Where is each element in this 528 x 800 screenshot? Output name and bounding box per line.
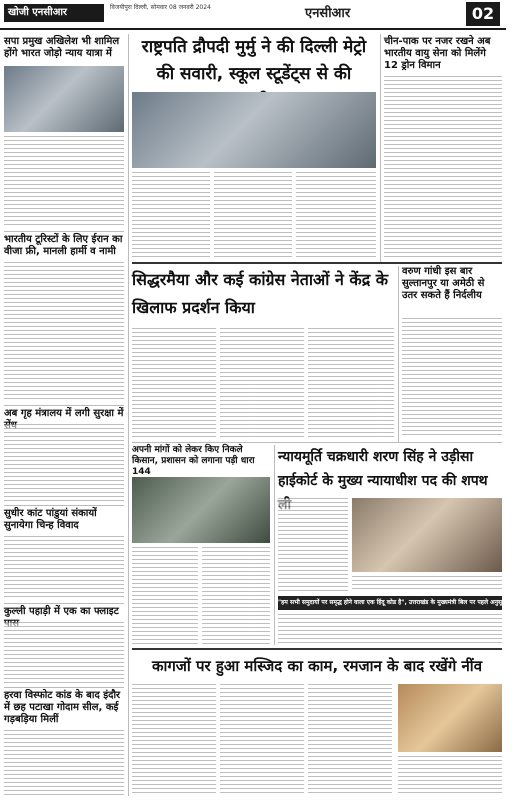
story-right2-body [402, 318, 502, 438]
section-rule [132, 262, 502, 264]
oath-ceremony-photo [352, 498, 502, 572]
oath-caption [352, 576, 502, 592]
story-left4-headline: सुधीर कांट पांडुयां संकायों सुनायेगा चिन्ह विवाद [4, 508, 97, 531]
divider [4, 687, 124, 688]
section-rule [132, 648, 502, 650]
column-rule [274, 445, 275, 645]
protest-body-col3 [308, 328, 394, 438]
story-left5-body [4, 622, 124, 684]
judge-body [278, 498, 348, 592]
main-body-col2 [214, 172, 292, 258]
story-left3-headline: अब गृह मंत्रालय में लगी सुरक्षा में [4, 408, 124, 419]
divider [132, 442, 502, 443]
header-meta: विजयीपुरा दिल्ली, सोमवार 08 जनवरी 2024 [110, 4, 211, 11]
story-left5-headline: कुल्ली पहाड़ी में एक का फ्लाइट [4, 606, 119, 617]
main-headline: राष्ट्रपति द्रौपदी मुर्मु ने की दिल्ली मेट्रो की सवारी, स्कूल स्टूडेंट्स से की [141, 37, 367, 84]
farmers-body-col2 [202, 547, 270, 645]
story-left1-body [4, 136, 124, 228]
story-left6-headline: हरवा विस्फोट कांड के बाद इंदौर में छह पटाखा गोदाम सील, कई गड़बड़िया मिलीं [4, 690, 121, 725]
story-left2-headline: भारतीय टूरिस्टों के लिए ईरान का वीजा फ्री, मानली हार्मी व नामी [4, 234, 123, 257]
story-right1-body [384, 76, 502, 260]
story-left3-body [4, 424, 124, 502]
column-rule [398, 266, 399, 442]
farmers-body-col1 [132, 547, 198, 645]
story-right1-headline: चीन-पाक पर नजर रखने अब भारतीय वायु सेना को मिलेंगे 12 ड्रोन विमान [384, 36, 491, 71]
mosque-design-photo [398, 684, 502, 752]
column-rule [128, 34, 129, 796]
story-right2-headline: वरुण गांधी इस बार सुल्तानपुर या अमेठी से उतर सकते हैं निर्दलीय [402, 266, 485, 301]
farmers-headline: अपनी मांगों को लेकर किए निकले किसान, प्रशासन को लगाना पड़ी धारा 144 [132, 445, 255, 477]
mosque-body-col3 [308, 684, 392, 796]
story-left4-body [4, 536, 124, 600]
section-title: एनसीआर [305, 6, 351, 21]
quote-body [278, 614, 502, 645]
mosque-caption [398, 756, 502, 796]
column-rule [380, 34, 381, 262]
page-number: 02 [466, 2, 500, 26]
story-left2-body [4, 262, 124, 402]
judge-headline: न्यायमूर्ति चक्रधारी शरण सिंह ने उड़ीसा हाईकोर्ट के मुख्य न्यायाधीश पद की शपथ [278, 449, 488, 489]
section-masthead: खोजी एनसीआर [4, 4, 104, 22]
divider [4, 505, 124, 506]
rally-photo [4, 66, 124, 132]
divider [4, 405, 124, 406]
protest-body-col2 [220, 328, 304, 438]
mosque-body-col1 [132, 684, 216, 796]
divider [4, 231, 124, 232]
page-header [0, 0, 506, 30]
quote-banner: "हम सभी समुदायों पर समृद्ध होने वाला एक हिंदू कोड है", उत्तराखंड के मुख्यमंत्री बिल पर पहले अनुसूचित आदेशों [278, 596, 502, 610]
farmers-photo [132, 477, 270, 543]
story-left6-body [4, 730, 124, 796]
story-left1-headline: सपा प्रमुख अखिलेश भी शामिल होंगे भारत जोड़ो न्याय यात्रा में [4, 36, 120, 59]
protest-headline: सिद्धरमैया और कई कांग्रेस नेताओं ने केंद्र के खिलाफ प्रदर्शन किया [132, 270, 389, 317]
main-body-col1 [132, 172, 210, 258]
protest-body-col1 [132, 328, 216, 438]
metro-photo [132, 92, 376, 168]
mosque-headline: कागजों पर हुआ मस्जिद का काम, रमजान के बाद रखेंगे नींव [151, 657, 483, 675]
main-body-col3 [296, 172, 376, 258]
divider [4, 603, 124, 604]
mosque-body-col2 [220, 684, 304, 796]
